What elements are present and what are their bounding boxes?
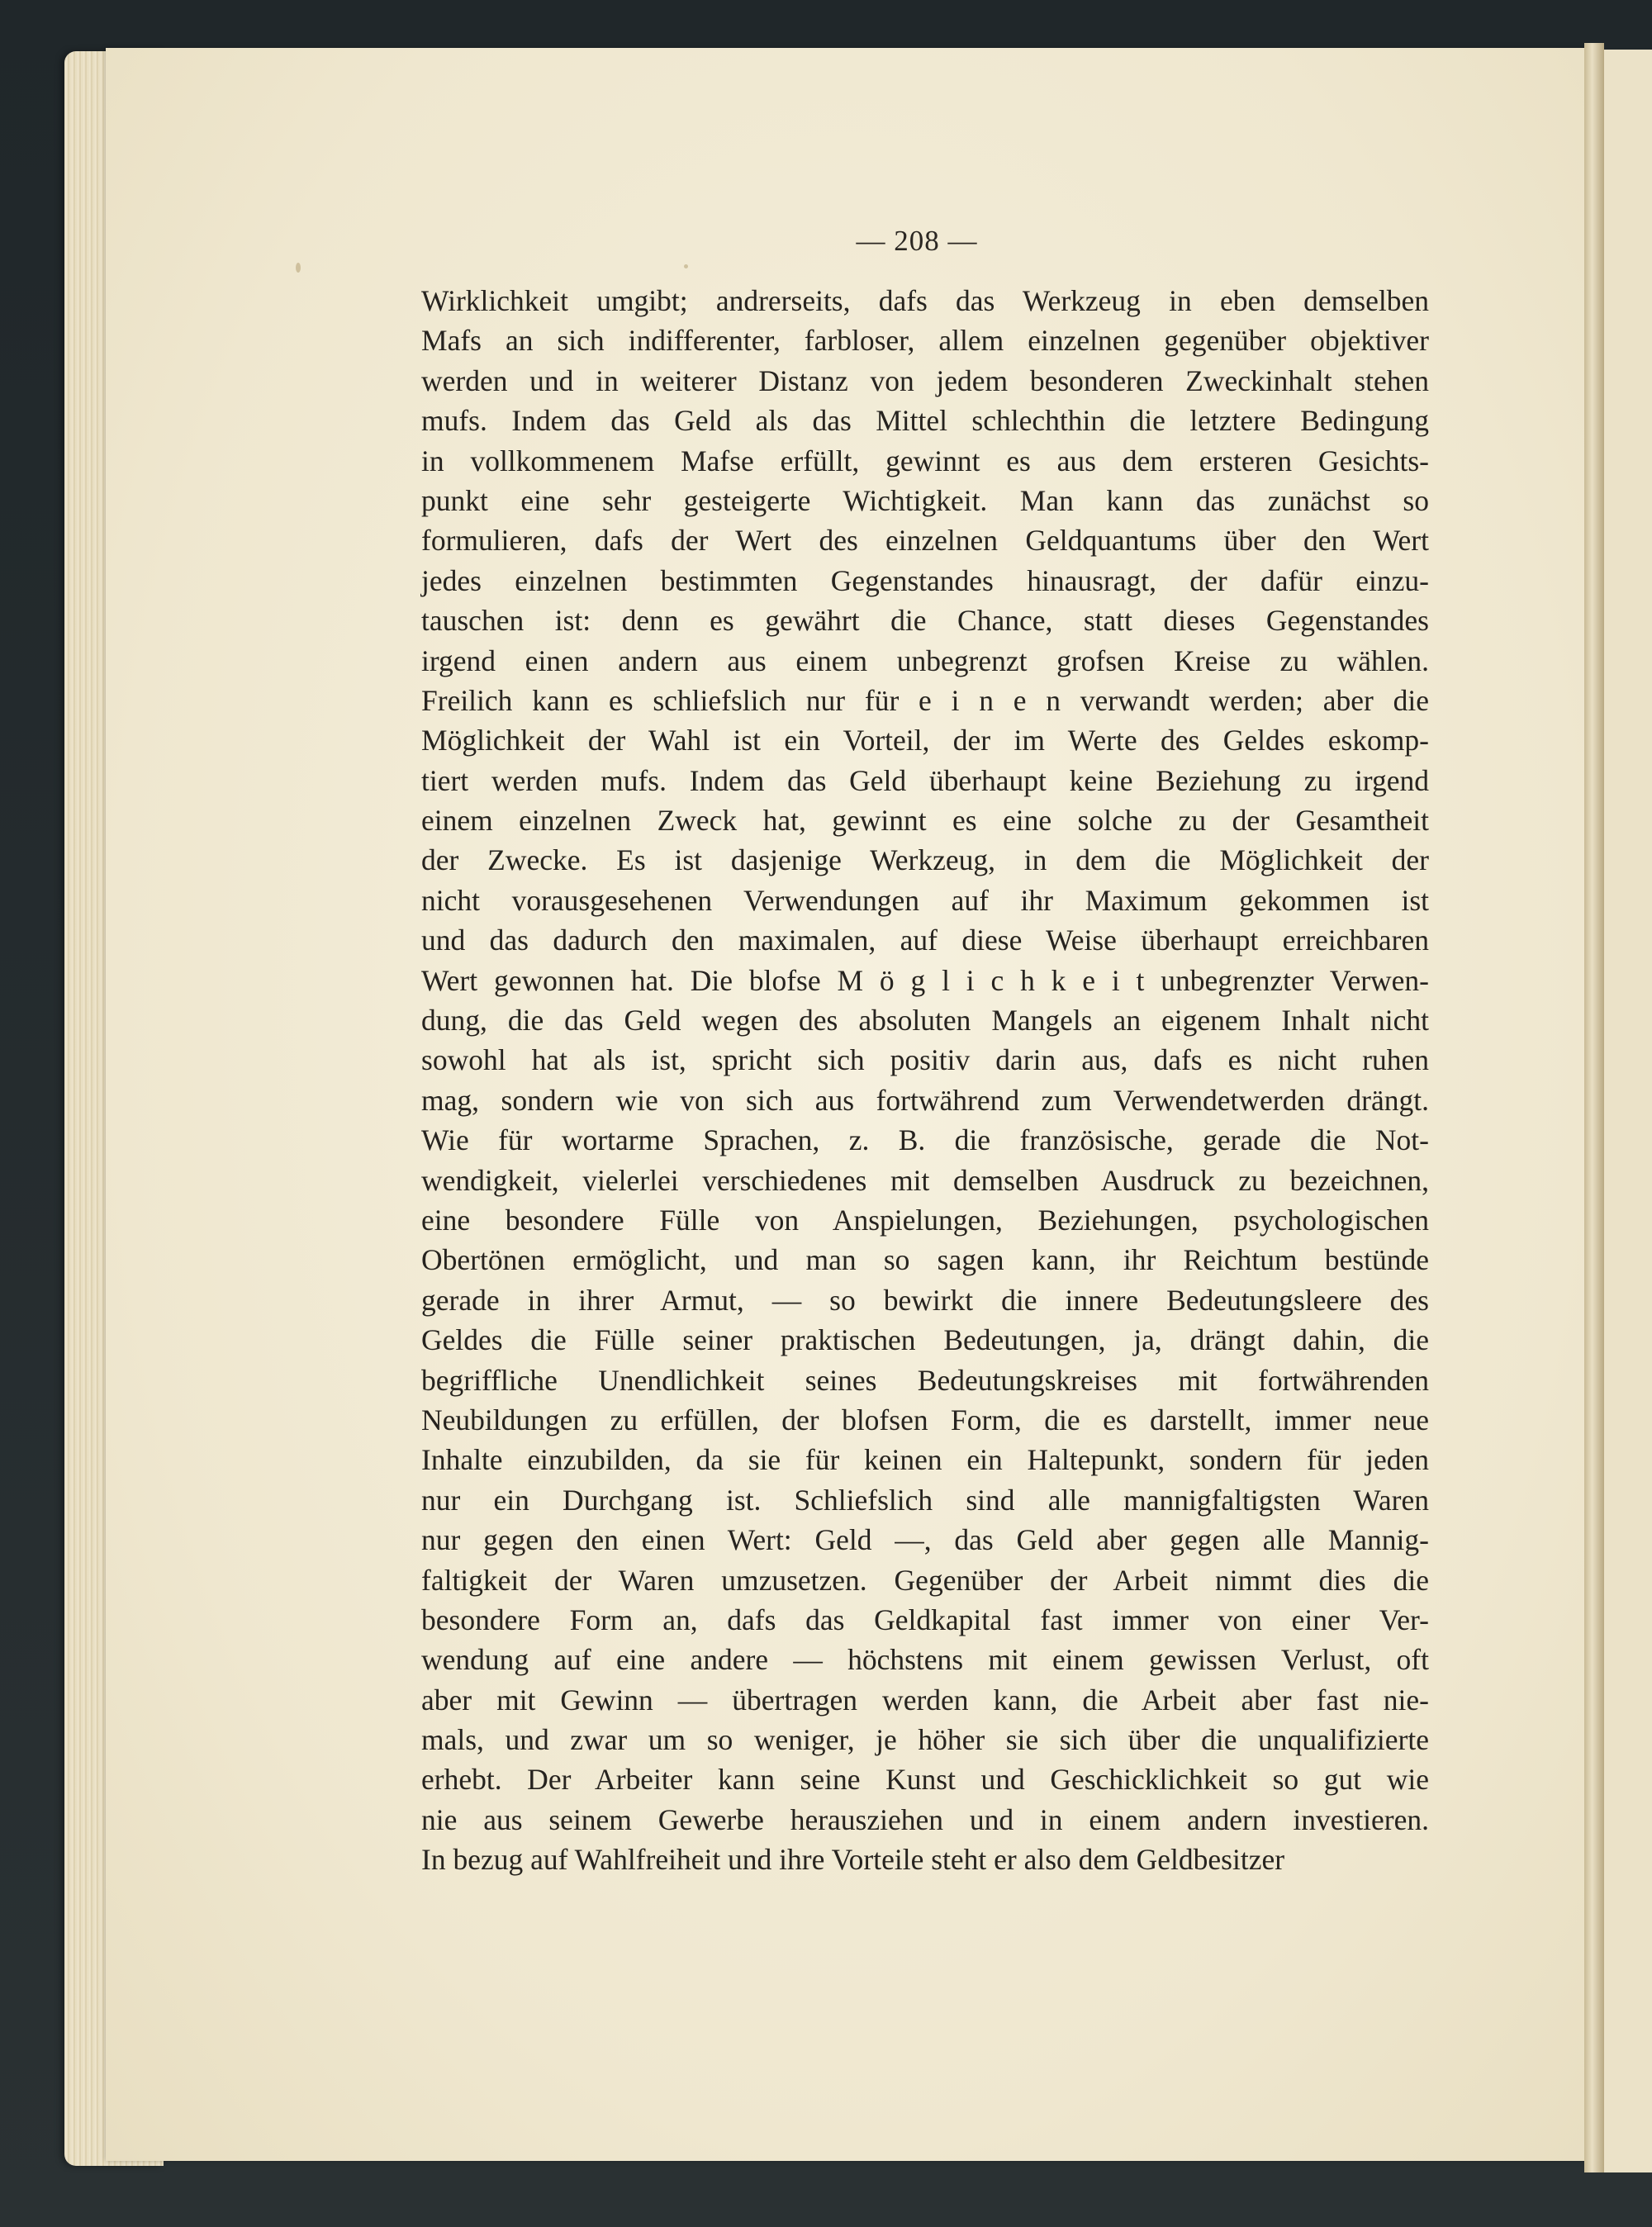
text-line: Obertönen ermöglicht, und man so sagen kann, ihr Reichtum bestünde [421, 1243, 1429, 1277]
text-line: Wie für wortarme Sprachen, z. B. die französische, gerade die Not- [421, 1123, 1429, 1157]
text-line: faltigkeit der Waren umzusetzen. Gegenüber der Arbeit nimmt dies die [421, 1563, 1429, 1597]
text-line: sowohl hat als ist, spricht sich positiv darin aus, dafs es nicht ruhen [421, 1043, 1429, 1077]
text-line: besondere Form an, dafs das Geldkapital fast immer von einer Ver- [421, 1603, 1429, 1636]
text-line: Wirklichkeit umgibt; andrerseits, dafs das Werkzeug in eben demselben [421, 284, 1429, 317]
text-line: Neubildungen zu erfüllen, der blofsen Form, die es darstellt, immer neue [421, 1403, 1429, 1436]
text-line: wendung auf eine andere — höchstens mit einem gewissen Verlust, oft [421, 1643, 1429, 1677]
paper-speck [684, 264, 688, 268]
text-line: formulieren, dafs der Wert des einzelnen Geldquantums über den Wert [421, 524, 1429, 558]
text-line: einem einzelnen Zweck hat, gewinnt es eine solche zu der Gesamtheit [421, 804, 1429, 838]
text-line: irgend einen andern aus einem unbegrenzt grofsen Kreise zu wählen. [421, 643, 1429, 677]
text-line: in vollkommenem Mafse erfüllt, gewinnt es aus dem ersteren Gesichts- [421, 444, 1429, 477]
text-line: Mafs an sich indifferenter, farbloser, allem einzelnen gegenüber objektiver [421, 324, 1429, 358]
paper-speck [296, 263, 301, 273]
text-line: jedes einzelnen bestimmten Gegenstandes hinausragt, der dafür einzu- [421, 563, 1429, 597]
text-line: aber mit Gewinn — übertragen werden kann, die Arbeit aber fast nie- [421, 1683, 1429, 1717]
text-line: mag, sondern wie von sich aus fortwährend zum Verwendetwerden drängt. [421, 1083, 1429, 1117]
text-line: begriffliche Unendlichkeit seines Bedeutungskreises mit fortwährenden [421, 1363, 1429, 1397]
text-line: wendigkeit, vielerlei verschiedenes mit demselben Ausdruck zu bezeichnen, [421, 1163, 1429, 1197]
text-line: Wert gewonnen hat. Die blofse M ö g l i c h k e i t unbegrenzter Verwen- [421, 963, 1429, 997]
text-line: nur gegen den einen Wert: Geld —, das Geld aber gegen alle Mannig- [421, 1523, 1429, 1557]
text-line: nur ein Durchgang ist. Schliefslich sind alle mannigfaltigsten Waren [421, 1483, 1429, 1517]
text-line: der Zwecke. Es ist dasjenige Werkzeug, in dem die Möglichkeit der [421, 843, 1429, 877]
text-line: Inhalte einzubilden, da sie für keinen ein Haltepunkt, sondern für jeden [421, 1443, 1429, 1477]
text-line: In bezug auf Wahlfreiheit und ihre Vorteile steht er also dem Geldbesitzer [421, 1843, 1285, 1877]
book-spine [1584, 43, 1604, 2172]
text-line: erhebt. Der Arbeiter kann seine Kunst und Geschicklichkeit so gut wie [421, 1763, 1429, 1797]
text-line: mufs. Indem das Geld als das Mittel schlechthin die letztere Bedingung [421, 404, 1429, 438]
text-line: Freilich kann es schliefslich nur für e i n e n verwandt werden; aber die [421, 683, 1429, 717]
text-line: und das dadurch den maximalen, auf diese Weise überhaupt erreichbaren [421, 924, 1429, 957]
text-line: tiert werden mufs. Indem das Geld überhaupt keine Beziehung zu irgend [421, 763, 1429, 797]
text-line: punkt eine sehr gesteigerte Wichtigkeit. Man kann das zunächst so [421, 483, 1429, 517]
text-line: nicht vorausgesehenen Verwendungen auf ihr Maximum gekommen ist [421, 883, 1429, 917]
facing-page-edge [1604, 50, 1652, 2172]
text-line: eine besondere Fülle von Anspielungen, Beziehungen, psychologischen [421, 1203, 1429, 1237]
text-line: Möglichkeit der Wahl ist ein Vorteil, der im Werte des Geldes eskomp- [421, 724, 1429, 757]
body-text [421, 281, 1429, 1880]
text-line: mals, und zwar um so weniger, je höher sie sich über die unqualifizierte [421, 1723, 1429, 1757]
text-line: nie aus seinem Gewerbe herausziehen und in einem andern investieren. [421, 1802, 1429, 1836]
text-line: gerade in ihrer Armut, — so bewirkt die innere Bedeutungsleere des [421, 1283, 1429, 1317]
text-line: Geldes die Fülle seiner praktischen Bedeutungen, ja, drängt dahin, die [421, 1323, 1429, 1357]
text-line: tauschen ist: denn es gewährt die Chance, statt dieses Gegenstandes [421, 604, 1429, 638]
text-line: werden und in weiterer Distanz von jedem besonderen Zweckinhalt stehen [421, 363, 1429, 397]
page-number: — 208 — [856, 225, 978, 257]
text-line: dung, die das Geld wegen des absoluten Mangels an eigenem Inhalt nicht [421, 1004, 1429, 1038]
